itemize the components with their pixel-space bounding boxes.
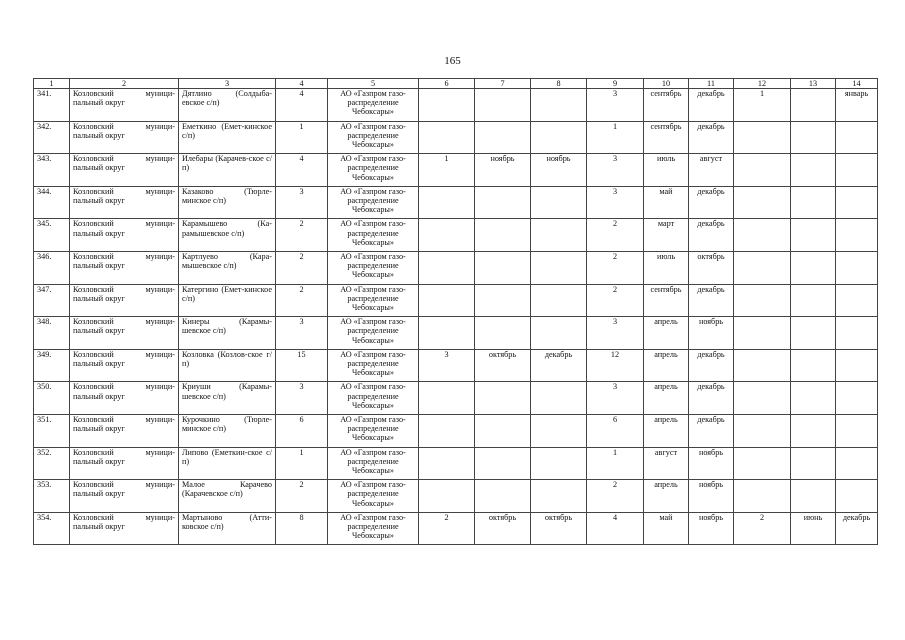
table-cell [734,349,791,382]
table-cell [836,219,878,252]
table-cell: 1 [587,121,644,154]
table-cell [419,317,475,350]
table-cell: январь [836,89,878,122]
table-cell: АО «Газпром газо-распределение Чебоксары» [328,317,419,350]
table-row [34,186,878,219]
table-cell [734,382,791,415]
table-cell: Козловский муници-пальный округ [70,251,179,284]
table-cell: март [644,219,689,252]
table-cell: АО «Газпром газо-распределение Чебоксары» [328,284,419,317]
table-cell: АО «Газпром газо-распределение Чебоксары» [328,154,419,187]
table-cell [836,414,878,447]
table-cell: Козловский муници-пальный округ [70,447,179,480]
table-cell: 12 [587,349,644,382]
table-cell: 3 [587,317,644,350]
table-cell: апрель [644,382,689,415]
table-cell: апрель [644,317,689,350]
table-cell: 6 [587,414,644,447]
table-cell [734,186,791,219]
table-cell: 347. [34,284,70,317]
table-cell [419,219,475,252]
table-cell: 348. [34,317,70,350]
table-cell [734,154,791,187]
table-cell: 344. [34,186,70,219]
table-cell [791,284,836,317]
column-header: 12 [734,79,791,89]
table-cell: АО «Газпром газо-распределение Чебоксары» [328,251,419,284]
table-cell [475,447,531,480]
table-cell: ноябрь [689,480,734,513]
table-cell: Карамышево (Ка-рамышевское с/п) [179,219,276,252]
table-cell: Козловский муници-пальный округ [70,154,179,187]
table-cell [531,284,587,317]
table-cell: АО «Газпром газо-распределение Чебоксары» [328,512,419,545]
table-cell: Козловский муници-пальный округ [70,284,179,317]
table-cell: Козловский муници-пальный округ [70,219,179,252]
table-cell: 2 [419,512,475,545]
table-cell: декабрь [689,121,734,154]
table-cell: Казаково (Тюрле-минское с/п) [179,186,276,219]
table-cell: 354. [34,512,70,545]
table-cell: август [689,154,734,187]
table-cell [419,89,475,122]
table-cell: 2 [276,219,328,252]
table-cell: 2 [276,251,328,284]
table-cell: декабрь [689,414,734,447]
table-cell [419,447,475,480]
table-cell: 1 [276,447,328,480]
table-cell [791,317,836,350]
column-header: 14 [836,79,878,89]
table-cell: Дятлино (Солдыба-евское с/п) [179,89,276,122]
table-cell [836,447,878,480]
table-cell [836,382,878,415]
table-cell [734,480,791,513]
table-cell [791,89,836,122]
table-cell [836,317,878,350]
table-cell [791,186,836,219]
table-cell: декабрь [689,89,734,122]
table-cell: Козловский муници-пальный округ [70,186,179,219]
table-cell: Липово (Еметкин-ское с/п) [179,447,276,480]
table-cell [531,186,587,219]
schedule-table [33,78,878,545]
table-row [34,447,878,480]
table-cell [791,349,836,382]
table-cell: Козловский муници-пальный округ [70,382,179,415]
table-cell [531,251,587,284]
table-cell: 2 [587,219,644,252]
table-cell: сентябрь [644,89,689,122]
table-cell: 345. [34,219,70,252]
table-cell: 346. [34,251,70,284]
table-cell [475,251,531,284]
column-header: 6 [419,79,475,89]
table-cell: 4 [276,89,328,122]
table-cell: декабрь [836,512,878,545]
table-cell: АО «Газпром газо-распределение Чебоксары» [328,186,419,219]
table-cell: АО «Газпром газо-распределение Чебоксары» [328,480,419,513]
table-cell: 2 [276,480,328,513]
table-cell: 353. [34,480,70,513]
table-cell [791,154,836,187]
table-cell [791,219,836,252]
table-cell [791,414,836,447]
table-row [34,414,878,447]
table-cell: 8 [276,512,328,545]
table-cell: 4 [276,154,328,187]
table-row [34,349,878,382]
table-row [34,382,878,415]
table-cell [531,89,587,122]
table-cell: апрель [644,349,689,382]
table-cell [531,414,587,447]
table-cell: АО «Газпром газо-распределение Чебоксары» [328,447,419,480]
table-cell: 4 [587,512,644,545]
table-cell [531,447,587,480]
table-cell: Козловский муници-пальный округ [70,512,179,545]
table-cell [791,251,836,284]
column-header: 4 [276,79,328,89]
table-row [34,89,878,122]
table-cell: Козловский муници-пальный округ [70,89,179,122]
column-header: 1 [34,79,70,89]
table-cell: 1 [276,121,328,154]
table-cell: декабрь [689,382,734,415]
table-cell [734,414,791,447]
table-cell: 3 [587,186,644,219]
table-cell: 1 [419,154,475,187]
table-cell: АО «Газпром газо-распределение Чебоксары» [328,382,419,415]
table-cell: август [644,447,689,480]
table-cell: Козловка (Козлов-ское г/п) [179,349,276,382]
table-cell: 349. [34,349,70,382]
table-cell [475,317,531,350]
table-cell: 342. [34,121,70,154]
table-cell [791,480,836,513]
table-cell: октябрь [475,349,531,382]
table-cell [836,284,878,317]
table-cell: апрель [644,480,689,513]
table-cell [419,414,475,447]
table-cell: 15 [276,349,328,382]
table-cell: Козловский муници-пальный округ [70,414,179,447]
table-row [34,219,878,252]
table-cell: июль [644,251,689,284]
table-cell: АО «Газпром газо-распределение Чебоксары» [328,89,419,122]
table-cell [531,219,587,252]
table-cell: Картлуево (Кара-мышевское с/п) [179,251,276,284]
table-cell: 351. [34,414,70,447]
column-header: 2 [70,79,179,89]
table-cell: 341. [34,89,70,122]
table-cell: апрель [644,414,689,447]
table-cell: 343. [34,154,70,187]
table-cell [419,480,475,513]
table-cell [419,121,475,154]
table-cell: Козловский муници-пальный округ [70,121,179,154]
table-cell: АО «Газпром газо-распределение Чебоксары» [328,219,419,252]
table-cell [419,251,475,284]
table-row [34,317,878,350]
table-cell: Илебары (Карачев-ское с/п) [179,154,276,187]
table-cell: 1 [734,89,791,122]
table-cell: 2 [587,251,644,284]
table-cell: ноябрь [475,154,531,187]
table-cell [734,447,791,480]
table-cell [531,480,587,513]
column-header: 10 [644,79,689,89]
table-cell: АО «Газпром газо-распределение Чебоксары» [328,121,419,154]
table-cell [734,219,791,252]
table-cell [531,317,587,350]
table-row [34,480,878,513]
table-cell: Кинеры (Карамы-шевское с/п) [179,317,276,350]
table-cell [734,284,791,317]
table-cell [475,219,531,252]
page-number: 165 [444,55,461,67]
table-cell [836,154,878,187]
table-cell: 3 [587,89,644,122]
table-cell: октябрь [475,512,531,545]
table-cell: 3 [276,186,328,219]
column-header: 3 [179,79,276,89]
table-cell: Козловский муници-пальный округ [70,349,179,382]
table-cell [475,382,531,415]
table-cell: 3 [276,382,328,415]
table-cell [419,284,475,317]
table-cell: Козловский муници-пальный округ [70,317,179,350]
table-cell: Криуши (Карамы-шевское с/п) [179,382,276,415]
table-cell: сентябрь [644,121,689,154]
table-cell [419,382,475,415]
table-cell [734,121,791,154]
table-row [34,284,878,317]
table-cell: 3 [419,349,475,382]
table-cell: Мартыново (Атти-ковское с/п) [179,512,276,545]
table-cell [791,121,836,154]
table-cell [836,186,878,219]
table-cell: Козловский муници-пальный округ [70,480,179,513]
table-cell [475,480,531,513]
table-cell: декабрь [689,186,734,219]
table-cell [791,447,836,480]
table-cell: декабрь [531,349,587,382]
table-cell: октябрь [531,512,587,545]
table-cell: сентябрь [644,284,689,317]
table-cell: 2 [587,284,644,317]
table-cell [475,284,531,317]
table-row [34,251,878,284]
table-cell: 350. [34,382,70,415]
table-row [34,154,878,187]
table-cell: июль [644,154,689,187]
table-cell: май [644,186,689,219]
header-row [34,79,878,89]
table-cell: 3 [276,317,328,350]
table-cell [531,121,587,154]
table-cell: Катергино (Емет-кинское с/п) [179,284,276,317]
table-cell: Курочкино (Тюрле-минское с/п) [179,414,276,447]
column-header: 8 [531,79,587,89]
table-cell [475,414,531,447]
column-header: 13 [791,79,836,89]
table-cell [791,382,836,415]
table-cell: 2 [734,512,791,545]
table-cell: Малое Карачево (Карачевское с/п) [179,480,276,513]
table-cell [475,186,531,219]
table-cell: декабрь [689,284,734,317]
table-cell: АО «Газпром газо-распределение Чебоксары» [328,414,419,447]
column-header: 7 [475,79,531,89]
table-row [34,512,878,545]
table-cell: ноябрь [531,154,587,187]
table-cell [734,317,791,350]
table-cell: АО «Газпром газо-распределение Чебоксары» [328,349,419,382]
table-cell [836,480,878,513]
table-cell: 2 [587,480,644,513]
column-header: 9 [587,79,644,89]
table-row [34,121,878,154]
table-cell [419,186,475,219]
table-cell: ноябрь [689,447,734,480]
column-header: 5 [328,79,419,89]
table-cell: 2 [276,284,328,317]
table-cell: 3 [587,154,644,187]
table-cell: ноябрь [689,512,734,545]
table-cell: декабрь [689,219,734,252]
table-cell [836,251,878,284]
table-cell: ноябрь [689,317,734,350]
table-cell [531,382,587,415]
table-cell: май [644,512,689,545]
table-cell [836,349,878,382]
table-cell: Еметкино (Емет-кинское с/п) [179,121,276,154]
table-cell: 1 [587,447,644,480]
table-cell: 6 [276,414,328,447]
table-cell: октябрь [689,251,734,284]
table-cell: 352. [34,447,70,480]
table-cell: декабрь [689,349,734,382]
table-cell [475,121,531,154]
table-body [34,89,878,545]
table-cell [734,251,791,284]
table-cell [475,89,531,122]
table-cell: 3 [587,382,644,415]
table-cell [836,121,878,154]
table-cell: июнь [791,512,836,545]
column-header: 11 [689,79,734,89]
